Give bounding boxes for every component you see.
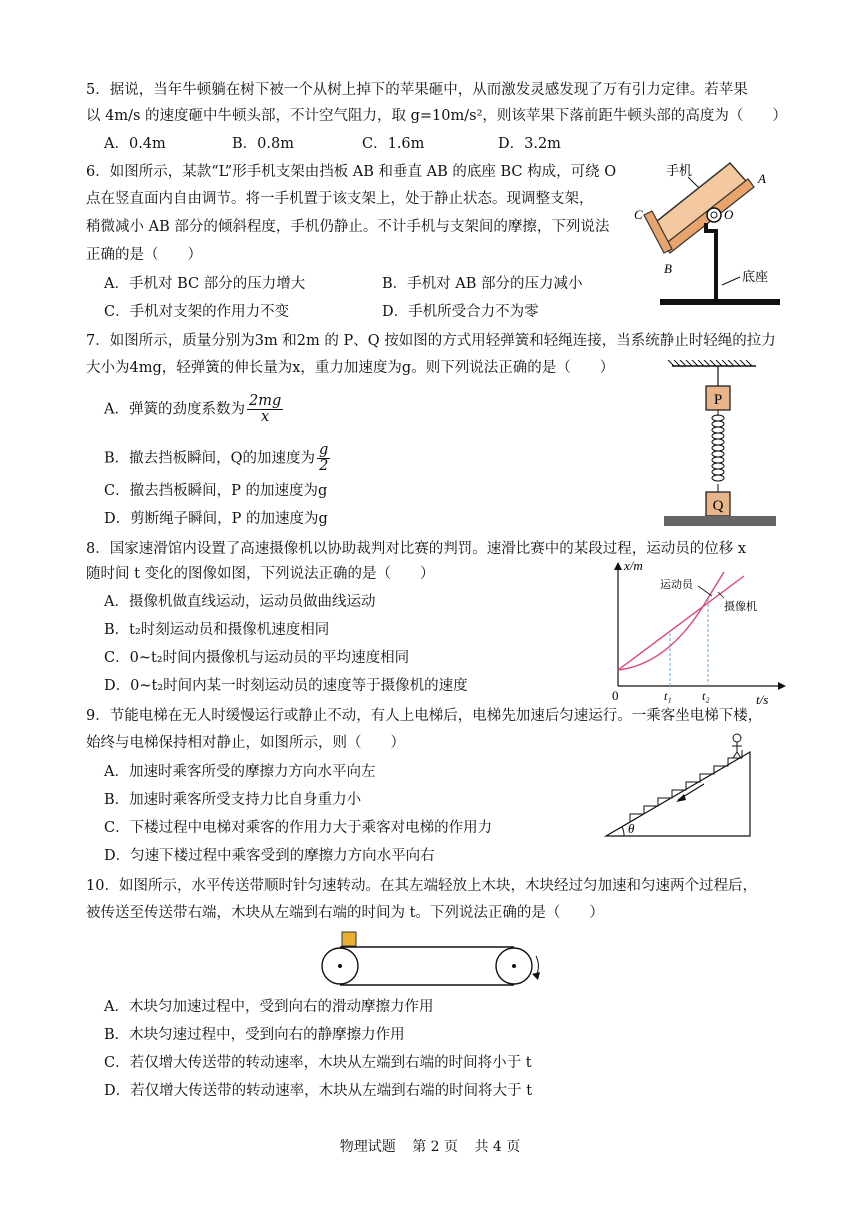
q6-stem-line2: 点在竖直面内自由调节。将一手机置于该支架上，处于静止状态。现调整支架， [86,191,594,207]
q10-stem-line2: 被传送至传送带右端，木块从左端到右端的时间为 t。下列说法正确的是（ ） [86,905,604,921]
q7-option-a [104,394,283,425]
q10-option-d: D．若仅增大传送带的转动速率，木块从左端到右端的时间将大于 t [104,1083,533,1099]
label-b: B [664,261,672,276]
q6-option-a: A．手机对 BC 部分的压力增大 [104,276,306,292]
graph-xlabel: t/s [756,692,769,704]
q7-stem-line2: 大小为4mg，轻弹簧的伸长量为x，重力加速度为g。则下列说法正确的是（ ） [86,360,615,376]
q7-option-a-fraction: $\frac{2mg}{x}$ [248,393,282,425]
q5-option-d: D．3.2m [498,136,561,152]
q6-stem-line3: 稍微减小 AB 部分的倾斜程度，手机仍静止。不计手机与支架间的摩擦，下列说法 [86,219,610,235]
q9-option-b: B．加速时乘客所受支持力比自身重力小 [104,792,362,808]
q6-option-b: B．手机对 AB 部分的压力减小 [382,276,583,292]
page-footer [0,1136,860,1156]
q8-option-a: A．摄像机做直线运动，运动员做曲线运动 [104,594,376,610]
q8-option-c: C．0~t₂时间内摄像机与运动员的平均速度相同 [104,650,410,666]
label-c: C [634,207,643,222]
passenger-head [733,734,741,742]
q6-option-c: C．手机对支架的作用力不变 [104,304,290,320]
base-label: 底座 [742,269,769,284]
q7-stem-line1: 7．如图所示，质量分别为3m 和2m 的 P、Q 按如图的方式用轻弹簧和轻绳连接，当系统静止时轻绳的拉力 [86,333,776,349]
tick-t2: t₂ [702,689,710,703]
conveyor-figure [316,928,550,990]
q7-option-c: C．撤去挡板瞬间，P 的加速度为g [104,483,328,499]
wood-block [342,932,356,946]
q6-stem-line1: 6．如图所示，某款“L”形手机支架由挡板 AB 和垂直 AB 的底座 BC 构成，可绕 O [86,164,617,180]
escalator-figure [600,730,760,842]
q5-option-a: A．0.4m [104,136,166,152]
tick-t1: t₁ [664,689,672,703]
camera-label: 摄像机 [724,601,757,613]
q10-option-c: C．若仅增大传送带的转动速率，木块从左端到右端的时间将小于 t [104,1055,532,1071]
q10-stem-line1: 10．如图所示，水平传送带顺时针匀速转动。在其左端轻放上木块，木块经过匀加速和匀速两个过程后， [86,878,757,894]
angle-theta: θ [628,821,635,836]
q8-option-d: D．0~t₂时间内某一时刻运动员的速度等于摄像机的速度 [104,678,468,694]
stand-base [660,299,780,305]
q5-stem-line2: 以 4m/s 的速度砸中牛顿头部，不计空气阻力，取 g=10m/s²，则该苹果下落前距牛顿头部的高度为（ ） [86,108,787,124]
q9-option-c: C．下楼过程中电梯对乘客的作用力大于乘客对电梯的作用力 [104,820,493,836]
q6-option-d: D．手机所受合力不为零 [382,304,539,320]
q10-option-a: A．木块匀加速过程中，受到向右的滑动摩擦力作用 [104,999,434,1015]
q8-stem-line2: 随时间 t 变化的图像如图，下列说法正确的是（ ） [86,566,435,582]
graph-origin: 0 [612,688,619,703]
q10-option-b: B．木块匀速过程中，受到向右的静摩擦力作用 [104,1027,405,1043]
q9-stem-line2: 始终与电梯保持相对静止，如图所示，则（ ） [86,735,405,751]
spring [712,410,724,492]
footer-page: 第 2 页 [412,1139,458,1155]
q9-option-d: D．匀速下楼过程中乘客受到的摩擦力方向水平向右 [104,848,435,864]
block-p-label: P [713,392,723,408]
spring-figure [660,360,780,532]
q8-option-b: B．t₂时刻运动员和摄像机速度相同 [104,622,330,638]
footer-subject: 物理试题 [339,1139,396,1155]
xt-graph-figure [600,558,786,704]
block-q-label: Q [712,498,724,514]
q9-option-a: A．加速时乘客所受的摩擦力方向水平向左 [104,764,376,780]
q9-stem-line1: 9．节能电梯在无人时缓慢运行或静止不动，有人上电梯后，电梯先加速后匀速运行。一乘客坐电梯下楼， [86,708,763,724]
q7-option-b [104,443,330,474]
q5-option-c: C．1.6m [362,136,425,152]
q6-stem-line4: 正确的是（ ） [86,247,202,263]
footer-total: 共 4 页 [474,1139,521,1155]
q7-option-a-text: A．弹簧的劲度系数为 [104,401,245,418]
q7-option-b-text: B．撤去挡板瞬间，Q的加速度为 [104,450,316,467]
q7-option-b-fraction: $\frac{g}{2}$ [319,442,329,474]
phone-label: 手机 [666,163,693,178]
graph-ylabel: x/m [624,558,643,573]
phone-stand-figure [630,155,790,315]
athlete-label: 运动员 [660,579,693,591]
q5-option-b: B．0.8m [232,136,294,152]
baffle-plate [664,516,776,526]
q5-stem-line1: 5．据说，当年牛顿躺在树下被一个从树上掉下的苹果砸中，从而激发灵感发现了万有引力定律。若苹果 [86,82,748,98]
rotation-arrow [532,972,540,980]
q7-option-d: D．剪断绳子瞬间，P 的加速度为g [104,511,328,527]
label-a: A [758,171,766,186]
q8-stem-line1: 8．国家速滑馆内设置了高速摄像机以协助裁判对比赛的判罚。速滑比赛中的某段过程，运动员的位移 x [86,541,747,557]
label-o: O [724,207,734,222]
